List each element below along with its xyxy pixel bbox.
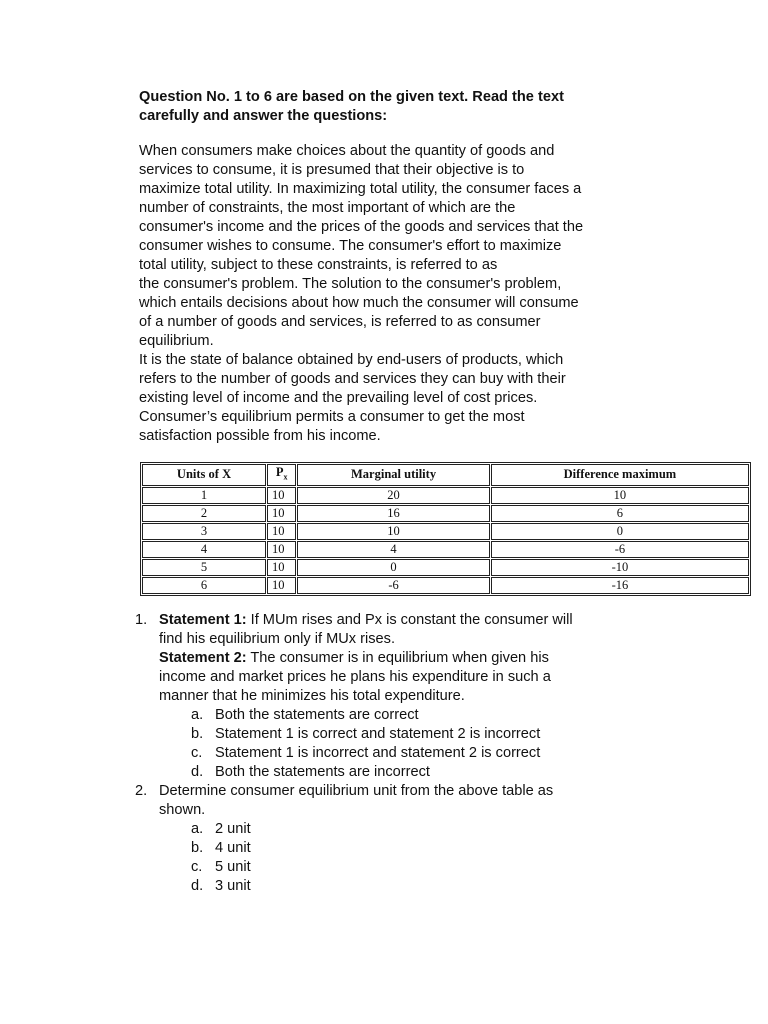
statement-2-text: The consumer is in equilibrium when given his bbox=[246, 650, 549, 666]
passage-line: which entails decisions about how much the consumer will consume bbox=[139, 295, 579, 311]
passage-line: Consumer’s equilibrium permits a consumer to get the most bbox=[139, 409, 525, 425]
question-text: Determine consumer equilibrium unit from the above table as bbox=[159, 783, 554, 799]
price-header-sub: x bbox=[283, 472, 288, 482]
table-row bbox=[142, 487, 749, 504]
price-header bbox=[267, 464, 296, 486]
difference-cell: -16 bbox=[491, 577, 749, 594]
option-text: 4 unit bbox=[215, 840, 251, 856]
option-letter: a. bbox=[191, 821, 204, 837]
option-letter: c. bbox=[191, 745, 203, 761]
option-text: Statement 1 is correct and statement 2 is incorrect bbox=[215, 726, 541, 742]
passage-line: satisfaction possible from his income. bbox=[139, 428, 381, 444]
heading-line: Question No. 1 to 6 are based on the given text. Read the text bbox=[139, 89, 564, 105]
passage-line: consumer's income and the prices of the goods and services that the bbox=[139, 219, 584, 235]
statement-2-line bbox=[159, 649, 695, 668]
statement-1-text: If MUm rises and Px is constant the consumer will bbox=[246, 612, 573, 628]
answer-option[interactable] bbox=[135, 839, 695, 858]
marginal-utility-cell: 20 bbox=[297, 487, 490, 504]
option-letter: d. bbox=[191, 878, 204, 894]
price-cell: 10 bbox=[267, 523, 296, 540]
marginal-utility-header: Marginal utility bbox=[297, 464, 490, 486]
table-row bbox=[142, 541, 749, 558]
passage-line: number of constraints, the most important of which are the bbox=[139, 200, 516, 216]
units-cell: 1 bbox=[142, 487, 266, 504]
question-number: 2. bbox=[135, 783, 148, 799]
marginal-utility-cell: 0 bbox=[297, 559, 490, 576]
table-header-row bbox=[142, 464, 749, 486]
option-text: 5 unit bbox=[215, 859, 251, 875]
answer-option[interactable] bbox=[135, 744, 695, 763]
passage-line: consumer wishes to consume. The consumer's effort to maximize bbox=[139, 238, 562, 254]
option-letter: a. bbox=[191, 707, 204, 723]
option-text: 2 unit bbox=[215, 821, 251, 837]
answer-option[interactable] bbox=[135, 820, 695, 839]
passage-line: equilibrium. bbox=[139, 333, 214, 349]
passage-line: existing level of income and the prevailing level of cost prices. bbox=[139, 390, 538, 406]
units-cell: 2 bbox=[142, 505, 266, 522]
units-cell: 4 bbox=[142, 541, 266, 558]
price-cell: 10 bbox=[267, 541, 296, 558]
option-text: 3 unit bbox=[215, 878, 251, 894]
units-cell: 3 bbox=[142, 523, 266, 540]
option-text: Both the statements are incorrect bbox=[215, 764, 430, 780]
answer-option[interactable] bbox=[135, 763, 695, 782]
statement-1-text-cont: find his equilibrium only if MUx rises. bbox=[159, 631, 396, 647]
question-number: 1. bbox=[135, 612, 148, 628]
passage-line: of a number of goods and services, is referred to as consumer bbox=[139, 314, 541, 330]
question-set-heading bbox=[139, 88, 699, 126]
table-row bbox=[142, 523, 749, 540]
marginal-utility-cell: 16 bbox=[297, 505, 490, 522]
units-cell: 6 bbox=[142, 577, 266, 594]
passage-line: refers to the number of goods and services they can buy with their bbox=[139, 371, 566, 387]
marginal-utility-cell: 4 bbox=[297, 541, 490, 558]
answer-option[interactable] bbox=[135, 725, 695, 744]
question-2 bbox=[135, 782, 695, 820]
heading-line: carefully and answer the questions: bbox=[139, 108, 388, 124]
question-1 bbox=[135, 611, 695, 706]
option-letter: b. bbox=[191, 726, 204, 742]
option-text: Statement 1 is incorrect and statement 2 is correct bbox=[215, 745, 541, 761]
price-cell: 10 bbox=[267, 559, 296, 576]
price-cell: 10 bbox=[267, 577, 296, 594]
utility-table bbox=[140, 462, 751, 596]
statement-2-text-cont: manner that he minimizes his total expenditure. bbox=[159, 688, 465, 704]
option-letter: b. bbox=[191, 840, 204, 856]
passage-line: total utility, subject to these constraints, is referred to as bbox=[139, 257, 498, 273]
passage-line: maximize total utility. In maximizing total utility, the consumer faces a bbox=[139, 181, 582, 197]
marginal-utility-cell: 10 bbox=[297, 523, 490, 540]
answer-option[interactable] bbox=[135, 877, 695, 896]
difference-cell: 6 bbox=[491, 505, 749, 522]
passage-line: services to consume, it is presumed that their objective is to bbox=[139, 162, 525, 178]
answer-option[interactable] bbox=[135, 706, 695, 725]
table-row bbox=[142, 577, 749, 594]
statement-1-line bbox=[159, 611, 695, 630]
price-cell: 10 bbox=[267, 505, 296, 522]
table-row bbox=[142, 505, 749, 522]
passage-line: When consumers make choices about the quantity of goods and bbox=[139, 143, 555, 159]
reading-passage bbox=[139, 142, 699, 446]
price-header-main: P bbox=[275, 465, 284, 479]
table-row bbox=[142, 559, 749, 576]
answer-option[interactable] bbox=[135, 858, 695, 877]
statement-2-label: Statement 2: bbox=[159, 650, 247, 666]
price-cell: 10 bbox=[267, 487, 296, 504]
passage-line: the consumer's problem. The solution to the consumer's problem, bbox=[139, 276, 562, 292]
marginal-utility-cell: -6 bbox=[297, 577, 490, 594]
difference-cell: -10 bbox=[491, 559, 749, 576]
difference-header: Difference maximum bbox=[491, 464, 749, 486]
question-list bbox=[135, 611, 695, 896]
statement-2-text-cont: income and market prices he plans his expenditure in such a bbox=[159, 669, 551, 685]
statement-1-label: Statement 1: bbox=[159, 612, 247, 628]
option-letter: d. bbox=[191, 764, 204, 780]
passage-line: It is the state of balance obtained by end-users of products, which bbox=[139, 352, 564, 368]
units-header: Units of X bbox=[142, 464, 266, 486]
difference-cell: -6 bbox=[491, 541, 749, 558]
units-cell: 5 bbox=[142, 559, 266, 576]
option-text: Both the statements are correct bbox=[215, 707, 419, 723]
option-letter: c. bbox=[191, 859, 203, 875]
difference-cell: 0 bbox=[491, 523, 749, 540]
difference-cell: 10 bbox=[491, 487, 749, 504]
question-text-cont: shown. bbox=[159, 802, 206, 818]
